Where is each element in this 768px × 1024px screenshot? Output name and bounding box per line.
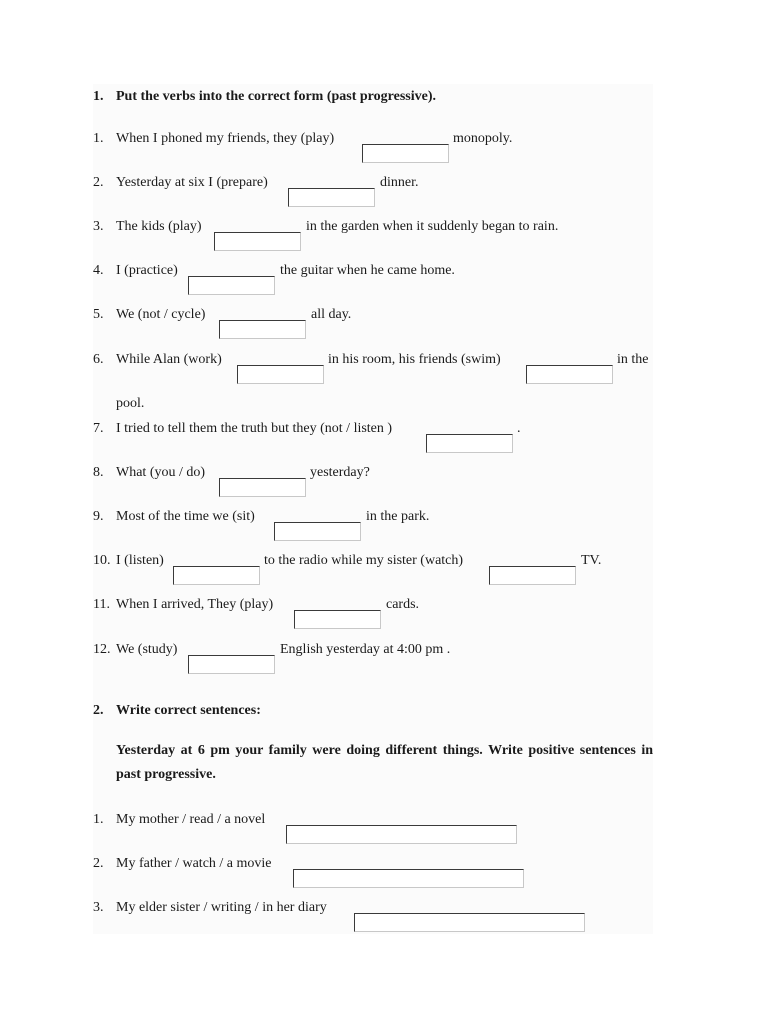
- answer-field[interactable]: [526, 365, 613, 384]
- answer-field[interactable]: [219, 320, 306, 339]
- item-prompt: We (not / cycle): [116, 307, 206, 322]
- sentence-answer-field[interactable]: [354, 913, 585, 932]
- section-heading: Write correct sentences:: [116, 703, 261, 718]
- item-continuation: cards.: [386, 597, 420, 612]
- item-continuation: monopoly.: [453, 131, 513, 146]
- item-number: 11.: [93, 597, 110, 612]
- item-continuation: in the garden when it suddenly began to rain.: [306, 219, 559, 234]
- item-continuation: yesterday?: [310, 465, 370, 480]
- item-continuation: .: [517, 421, 521, 436]
- item-number: 1.: [93, 812, 104, 827]
- answer-field[interactable]: [489, 566, 576, 585]
- item-number: 12.: [93, 642, 111, 657]
- answer-field[interactable]: [237, 365, 324, 384]
- item-continuation: English yesterday at 4:00 pm .: [280, 642, 451, 657]
- item-continuation: TV.: [581, 553, 602, 568]
- item-prompt: When I arrived, They (play): [116, 597, 274, 612]
- item-number: 1.: [93, 131, 104, 146]
- answer-field[interactable]: [173, 566, 260, 585]
- item-number: 3.: [93, 219, 104, 234]
- section-number: 1.: [93, 89, 104, 104]
- item-continuation: dinner.: [380, 175, 419, 190]
- item-number: 3.: [93, 900, 104, 915]
- item-number: 4.: [93, 263, 104, 278]
- answer-field[interactable]: [274, 522, 361, 541]
- item-continuation: all day.: [311, 307, 352, 322]
- answer-field[interactable]: [214, 232, 301, 251]
- section-number: 2.: [93, 703, 104, 718]
- item-number: 9.: [93, 509, 104, 524]
- item-number: 7.: [93, 421, 104, 436]
- item-prompt: I (listen): [116, 553, 164, 568]
- item-prompt: I (practice): [116, 263, 178, 278]
- answer-field[interactable]: [426, 434, 513, 453]
- item-prompt: We (study): [116, 642, 178, 657]
- item-prompt: What (you / do): [116, 465, 206, 480]
- item-continuation: in the: [617, 352, 649, 367]
- item-prompt: My mother / read / a novel: [116, 812, 266, 827]
- item-continuation: the guitar when he came home.: [280, 263, 455, 278]
- item-continuation: in his room, his friends (swim): [328, 352, 501, 367]
- section-heading: Put the verbs into the correct form (past progressive).: [116, 89, 436, 104]
- sentence-answer-field[interactable]: [286, 825, 517, 844]
- item-continuation: in the park.: [366, 509, 430, 524]
- answer-field[interactable]: [294, 610, 381, 629]
- item-prompt: When I phoned my friends, they (play): [116, 131, 335, 146]
- item-continuation: to the radio while my sister (watch): [264, 553, 464, 568]
- item-prompt: The kids (play): [116, 219, 202, 234]
- item-prompt: Yesterday at six I (prepare): [116, 175, 268, 190]
- item-number: 5.: [93, 307, 104, 322]
- item-prompt: I tried to tell them the truth but they (not / listen ): [116, 421, 393, 436]
- item-number: 2.: [93, 856, 104, 871]
- sentence-answer-field[interactable]: [293, 869, 524, 888]
- item-prompt: My father / watch / a movie: [116, 856, 272, 871]
- item-number: 2.: [93, 175, 104, 190]
- answer-field[interactable]: [288, 188, 375, 207]
- item-number: 6.: [93, 352, 104, 367]
- item-number: 10.: [93, 553, 111, 568]
- answer-field[interactable]: [362, 144, 449, 163]
- item-prompt: My elder sister / writing / in her diary: [116, 900, 327, 915]
- section-2-instruction: Yesterday at 6 pm your family were doing different things. Write positive sentences in past progressive.: [116, 743, 653, 782]
- item-prompt: Most of the time we (sit): [116, 509, 255, 524]
- item-continuation: pool.: [116, 396, 145, 411]
- item-prompt: While Alan (work): [116, 352, 222, 367]
- answer-field[interactable]: [188, 276, 275, 295]
- answer-field[interactable]: [188, 655, 275, 674]
- answer-field[interactable]: [219, 478, 306, 497]
- item-number: 8.: [93, 465, 104, 480]
